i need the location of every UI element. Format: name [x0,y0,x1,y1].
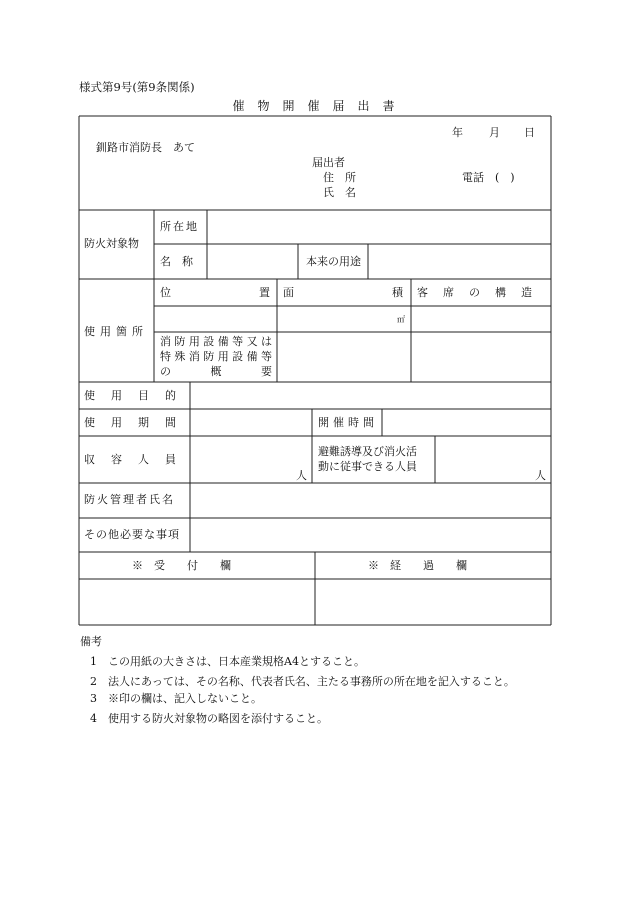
period-label: 使用期間 [84,416,192,429]
target-object-label: 防火対象物 [84,237,139,250]
evac-person-unit: 人 [535,469,546,482]
equipment-label-line2: 特殊消防用設備等 [160,350,272,363]
evac-personnel-label-line1: 避難誘導及び消火活 [318,445,417,458]
equipment-label-line3: の 概 要 [160,365,272,378]
use-area-label: 使用箇所 [84,325,148,338]
original-use-label: 本来の用途 [306,255,361,268]
reception-column-label: ※ 受 付 欄 [132,559,231,572]
notifier-name-label: 氏 名 [323,186,356,199]
other-matters-label: その他必要な事項 [84,528,180,541]
progress-column-label: ※ 経 過 欄 [368,559,467,572]
event-time-label: 開催時間 [318,416,378,429]
equipment-label-line1: 消防用設備等又は [160,335,272,348]
date-day-label: 日 [524,126,535,139]
date-year-label: 年 [452,126,463,139]
note-item: 4 使用する防火対象物の略図を添付すること。 [90,712,328,725]
notifier-phone-label: 電話 ( ) [462,171,515,184]
date-month-label: 月 [489,126,500,139]
addressee: 釧路市消防長 あて [96,141,195,154]
evac-personnel-label-line2: 動に従事できる人員 [318,460,417,473]
note-item: 2 法人にあっては、その名称、代表者氏名、主たる事務所の所在地を記入すること。 [90,675,515,688]
area-label: 面 積 [283,286,403,299]
fire-manager-label: 防火管理者氏名 [84,493,175,506]
seating-structure-label: 客席の構造 [417,286,545,299]
notifier-address-label: 住 所 [323,171,356,184]
area-unit: ㎡ [397,315,405,324]
form-number: 様式第9号(第9条関係) [79,80,195,94]
notifier-label: 届出者 [312,156,345,169]
form-title: 催物開催届出書 [232,99,408,113]
notes-title: 備考 [80,635,102,648]
object-name-label: 名 称 [160,255,193,268]
capacity-person-unit: 人 [296,469,307,482]
location-label: 所在地 [160,220,199,233]
capacity-label: 収容人員 [84,453,192,466]
position-label: 位 置 [160,286,270,299]
purpose-label: 使用目的 [84,389,192,402]
note-item: 3 ※印の欄は、記入しないこと。 [90,692,262,705]
note-item: 1 この用紙の大きさは、日本産業規格A4とすること。 [90,655,365,668]
